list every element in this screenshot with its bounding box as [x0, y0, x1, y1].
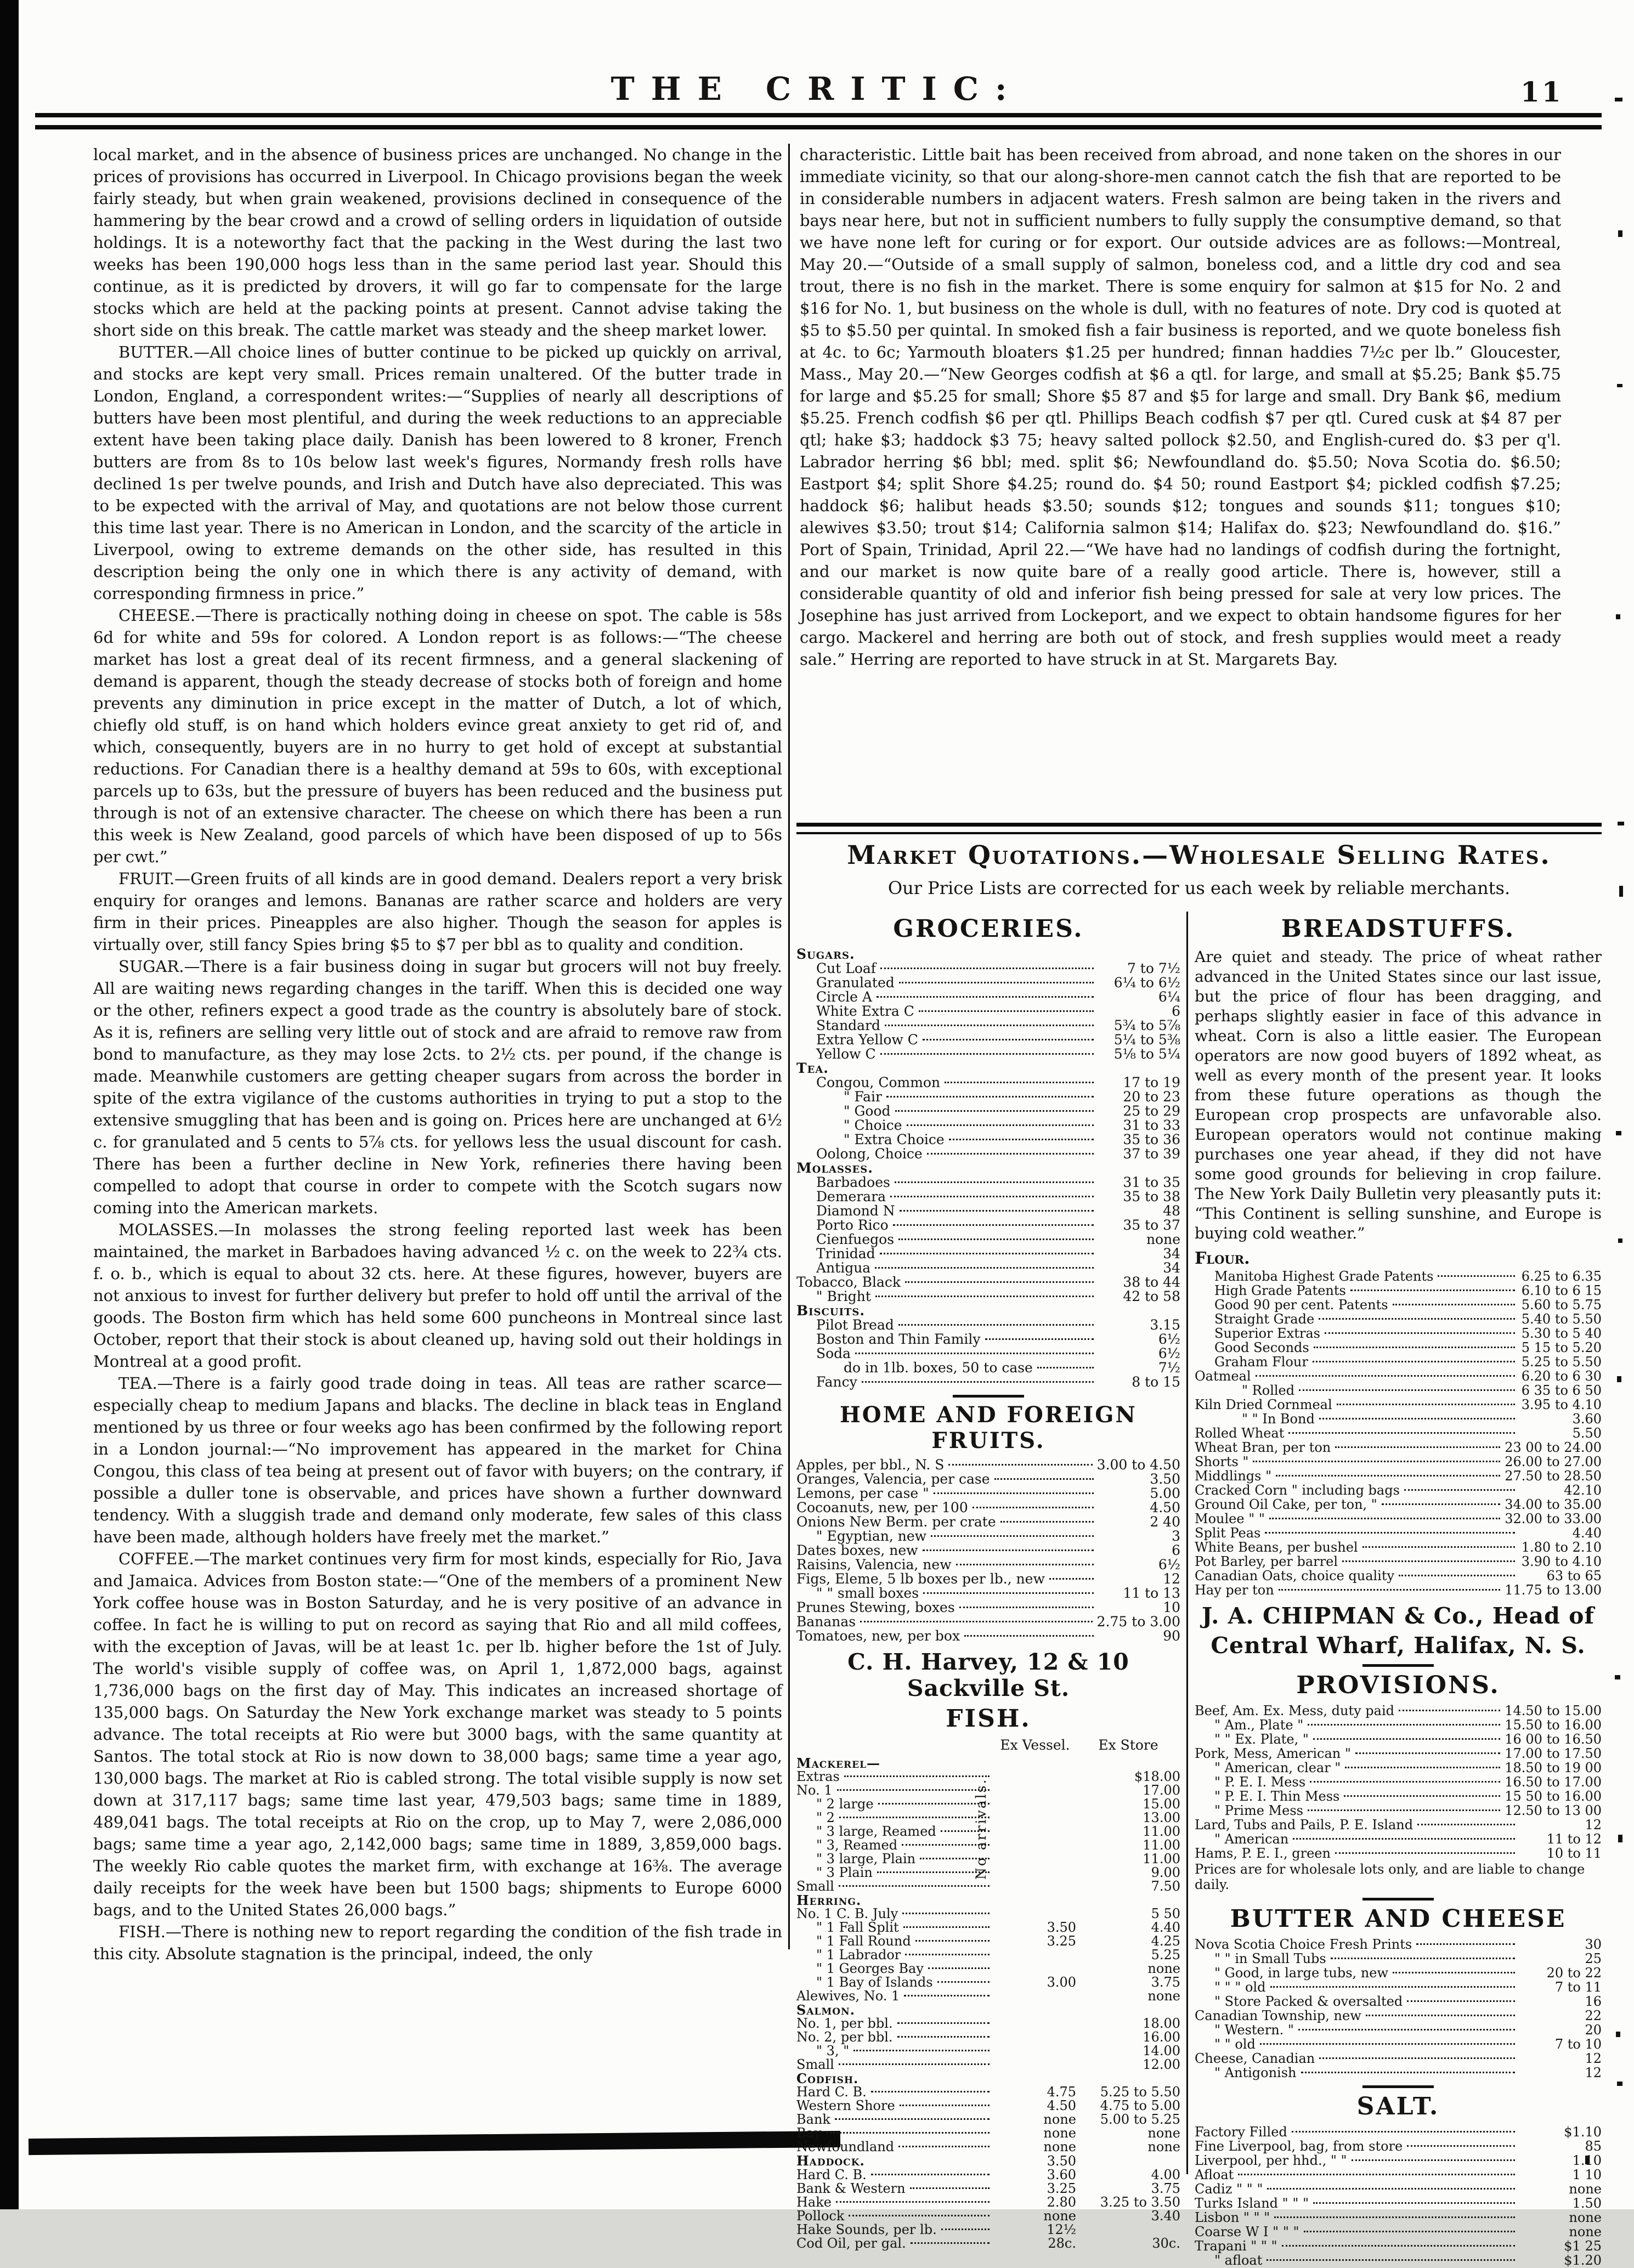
- price-row: Pilot Bread 3.15: [816, 1317, 1180, 1333]
- price-row: " 1 Georges Bay none: [816, 1961, 1180, 1976]
- paragraph-sugar: SUGAR.—There is a fair business doing in sugar but grocers will not buy freely. All are waiting news regarding changes in the tariff. When this is decided one way or the other, refiners expect a good trade as the country is absolutely bare of stock. As it is, refiners are selling very little out of stock and are afraid to remove raw from bond to manufacture, as they may lose 2cts. to 2½ cts. per pound, if the change is made. Meanwhile customers are getting cheaper sugars from across the border in spite of the extra vigilance of the customs authorities in trying to put a stop to the extensive smuggling that has been and is going on. Prices here are unchanged at 6½ c. for granulated and 5 cents to 5⅞ cts. for yellows less the usual discount for cash. There has been a further decline in New York, refineries there having been compelled to adopt that course in order to compete with the Scotch sugars now coming into the American markets.: [93, 957, 782, 1217]
- price-row: " Bright 42 to 58: [816, 1288, 1180, 1304]
- price-section-head: Mackerel—: [796, 1755, 881, 1771]
- paragraph-fish: FISH.—There is nothing new to report regarding the condition of the fish trade in this city. Absolute stagnation is the principal, indeed, the only: [93, 1922, 782, 1963]
- no-arrivals-note: No arrivals.: [973, 1778, 989, 1880]
- price-row: Granulated 6¼ to 6½: [816, 975, 1180, 991]
- breadstuffs-heading: BREADSTUFFS.: [1281, 915, 1516, 943]
- subcolumn-divider-rule: [1186, 912, 1188, 2174]
- market-quotations-title: Market Quotations.—Wholesale Selling Rates.: [847, 840, 1551, 870]
- price-row: Cadiz " " " none: [1195, 2181, 1602, 2197]
- price-row: " afloat $1.20: [1214, 2253, 1602, 2268]
- price-row: Cocoanuts, new, per 100 4.50: [796, 1500, 1180, 1515]
- price-row: Kiln Dried Cornmeal 3.95 to 4.10: [1195, 1397, 1602, 1412]
- provisions-heading: PROVISIONS.: [1296, 1671, 1500, 1699]
- price-section-head: Tea.: [796, 1060, 829, 1076]
- price-row: " Western. " 20: [1214, 2022, 1602, 2038]
- paragraph-butter: BUTTER.—All choice lines of butter continue to be picked up quickly on arrival, and stocks are kept very small. Prices remain unaltered. Of the butter trade in London, England, a correspondent writes:—“Supplies of nearly all descriptions of butters have been most plentiful, and during the week reductions to an appreciable extent have been taking place daily. Danish has been lowered to 8 kroner, French butters are from 8s to 10s below last week's figures, Normandy fresh rolls have declined 1s per twelve pounds, and Irish and Dutch have also depreciated. This was to be expected with the arrival of May, and quotations are not below those current this time last year. There is no American in London, and the scarcity of the article in Liverpool, owing to extreme demands on the other side, has resulted in this description being the only one in which there is any activity of demand, with corresponding firmness in price.”: [93, 343, 782, 603]
- price-row: " Antigonish 12: [1214, 2065, 1602, 2080]
- scan-speck: [1618, 230, 1622, 237]
- price-row: Barbadoes 31 to 35: [816, 1174, 1180, 1190]
- price-row: Alewives, No. 1 none: [796, 1988, 1180, 2004]
- price-row: Prunes Stewing, boxes 10: [796, 1599, 1180, 1615]
- price-row: Demerara 35 to 38: [816, 1189, 1180, 1204]
- price-row: " " Ex. Plate, " 16 00 to 16.50: [1214, 1732, 1602, 1747]
- butter-cheese-price-list: [1195, 1937, 1602, 2080]
- fruits-heading: HOME AND FOREIGN FRUITS.: [840, 1402, 1137, 1453]
- price-row: Hard C. B. 4.75 5.25 to 5.50: [796, 2084, 1180, 2100]
- price-row: Newfoundland none none: [796, 2139, 1180, 2154]
- price-row: White Beans, per bushel 1.80 to 2.10: [1195, 1540, 1602, 1555]
- price-section-head: Haddock. 3.50: [796, 2153, 1076, 2169]
- scan-speck: [1616, 614, 1620, 619]
- merchant-line-harvey: C. H. Harvey, 12 & 10 Sackville St.: [847, 1649, 1129, 1701]
- price-row: " 1 Fall Split 3.50 4.40: [816, 1920, 1180, 1935]
- price-row: " 3 large, Plain 11.00: [816, 1851, 1180, 1867]
- price-row: Lemons, per case " 5.00: [796, 1485, 1180, 1501]
- price-row: do in 1lb. boxes, 50 to case 7½: [844, 1360, 1180, 1376]
- price-row: No. 1, per bbl. 18.00: [796, 2016, 1180, 2031]
- price-row: " P. E. I. Thin Mess 15 50 to 16.00: [1214, 1789, 1602, 1804]
- scan-speck: [1618, 1238, 1622, 1243]
- breadstuffs-paragraph: Are quiet and steady. The price of wheat rather advanced in the United States since our last issue, but the price of flour has been dragging, and perhaps slightly easier in face of this advance in wheat. Corn is also a little easier. The European operators are now good buyers of 1892 wheat, as well as every month of the present year. It looks from these future operations as though the European crop prospects are unfavorable also. European operators would not continue making purchases one year ahead, if they did not have some good grounds for believing in crop failure. The New York Daily Bulletin very pleasantly puts it: “This Continent is selling sunshine, and Europe is buying cold weather.”: [1195, 948, 1602, 1242]
- price-row: Oolong, Choice 37 to 39: [816, 1146, 1180, 1162]
- groceries-price-list: [796, 947, 1180, 1389]
- price-row: Western Shore 4.50 4.75 to 5.00: [796, 2098, 1180, 2113]
- price-row: No. 1 17.00: [796, 1783, 1180, 1798]
- price-row: " 1 Labrador 5.25: [816, 1947, 1180, 1962]
- price-row: Raisins, Valencia, new 6½: [796, 1557, 1180, 1573]
- price-row: " 3, Reamed 11.00: [816, 1837, 1180, 1853]
- price-row: Tobacco, Black 38 to 44: [796, 1274, 1180, 1290]
- price-row: " " old 7 to 10: [1214, 2037, 1602, 2052]
- price-row: " 1 Bay of Islands 3.00 3.75: [816, 1975, 1180, 1990]
- price-row: Hake 2.80 3.25 to 3.50: [796, 2195, 1180, 2210]
- section-separator: [1362, 1898, 1434, 1901]
- price-row: Extras $18.00: [796, 1769, 1180, 1784]
- price-section-head: Herring.: [796, 1892, 862, 1908]
- price-row: " Extra Choice 35 to 36: [844, 1132, 1180, 1147]
- butter-cheese-heading: BUTTER AND CHEESE: [1230, 1905, 1567, 1933]
- price-row: " Rolled 6 35 to 6 50: [1242, 1383, 1602, 1398]
- page-number: 11: [1520, 76, 1563, 108]
- price-row: Diamond N 48: [816, 1203, 1180, 1219]
- price-section-head: Salmon.: [796, 2002, 855, 2018]
- price-row: " American 11 to 12: [1214, 1831, 1602, 1847]
- fish-col1-header: Ex Vessel.: [1000, 1737, 1070, 1753]
- price-row: Dates boxes, new 6: [796, 1542, 1180, 1558]
- section-rule-bottom: [796, 832, 1602, 834]
- section-separator: [1362, 2085, 1434, 2088]
- price-row: Cheese, Canadian 12: [1195, 2051, 1602, 2066]
- fish-col2-header: Ex Store: [1098, 1737, 1158, 1753]
- price-row: Nova Scotia Choice Fresh Prints 30: [1195, 1937, 1602, 1952]
- salt-price-list: [1195, 2125, 1602, 2267]
- price-row: Middlings " 27.50 to 28.50: [1195, 1468, 1602, 1484]
- price-section-head: Codfish.: [796, 2071, 859, 2086]
- scan-speck: [1618, 822, 1624, 825]
- price-row: Standard 5¾ to 5⅞: [816, 1017, 1180, 1033]
- masthead-rule-top: [35, 113, 1602, 117]
- price-row: " Prime Mess 12.50 to 13 00: [1214, 1803, 1602, 1818]
- section-separator: [953, 1395, 1024, 1398]
- price-row: Turks Island " " " 1.50: [1195, 2196, 1602, 2211]
- price-row: Manitoba Highest Grade Patents 6.25 to 6.35: [1214, 1269, 1602, 1284]
- price-row: Oatmeal 6.20 to 6 30: [1195, 1368, 1602, 1384]
- price-row: " Fair 20 to 23: [844, 1089, 1180, 1105]
- price-row: " " in Small Tubs 25: [1214, 1951, 1602, 1966]
- price-row: " Good, in large tubs, new 20 to 22: [1214, 1965, 1602, 1981]
- column-divider-rule: [788, 144, 790, 1949]
- scan-edge-bar: [0, 0, 19, 2209]
- scan-speck: [1616, 1131, 1621, 1135]
- price-row: Pot Barley, per barrel 3.90 to 4.10: [1195, 1554, 1602, 1569]
- price-row: Graham Flour 5.25 to 5.50: [1214, 1354, 1602, 1370]
- price-row: Fine Liverpool, bag, from store 85: [1195, 2139, 1602, 2154]
- masthead-title: THE CRITIC:: [610, 70, 1024, 108]
- price-row: Cod Oil, per gal. 28c. 30c.: [796, 2236, 1180, 2251]
- price-row: Good 90 per cent. Patents 5.60 to 5.75: [1214, 1297, 1602, 1313]
- price-row: Bank & Western 3.25 3.75: [796, 2181, 1180, 2196]
- price-row: Apples, per bbl., N. S 3.00 to 4.50: [796, 1457, 1180, 1473]
- price-row: Small 7.50: [796, 1879, 1180, 1894]
- price-row: Beef, Am. Ex. Mess, duty paid 14.50 to 15.00: [1195, 1703, 1602, 1718]
- price-row: Wheat Bran, per ton 23 00 to 24.00: [1195, 1440, 1602, 1455]
- price-row: Porto Rico 35 to 37: [816, 1217, 1180, 1233]
- price-row: " 3 Plain 9.00: [816, 1865, 1180, 1880]
- price-row: Good Seconds 5 15 to 5.20: [1214, 1340, 1602, 1355]
- merchant-line-chipman-1: J. A. CHIPMAN & Co., Head of: [1201, 1603, 1595, 1629]
- price-row: Coarse W I " " " none: [1195, 2224, 1602, 2239]
- price-row: Cracked Corn " including bags 42.10: [1195, 1483, 1602, 1498]
- price-row: Trinidad 34: [816, 1246, 1180, 1262]
- scan-speck: [1616, 2032, 1620, 2037]
- price-column-right: [1195, 912, 1602, 2268]
- price-row: Afloat 1 10: [1195, 2167, 1602, 2182]
- price-row: Split Peas 4.40: [1195, 1525, 1602, 1541]
- price-section-head: Biscuits.: [796, 1303, 866, 1319]
- price-row: No. 2, per bbl. 16.00: [796, 2029, 1180, 2045]
- price-row: Hard C. B. 3.60 4.00: [796, 2167, 1180, 2182]
- scan-speck: [1619, 886, 1623, 897]
- price-row: Onions New Berm. per crate 2 40: [796, 1514, 1180, 1530]
- price-row: Small 12.00: [796, 2057, 1180, 2072]
- flour-price-list: [1195, 1269, 1602, 1597]
- paragraph-fruit: FRUIT.—Green fruits of all kinds are in good demand. Dealers report a very brisk enquiry for oranges and lemons. Bananas are rather scarce and holders are very firm in their prices. Pineapples are also higher. Though the season for apples is virtually over, still fancy Spies bring $5 to $7 per bbl as to quality and condition.: [93, 869, 782, 954]
- price-row: Ground Oil Cake, per ton, " 34.00 to 35.00: [1195, 1497, 1602, 1512]
- price-row: Pollock none 3.40: [796, 2208, 1180, 2224]
- scan-speck: [1617, 384, 1622, 387]
- price-row: Hams, P. E. I., green 10 to 11: [1195, 1846, 1602, 1861]
- price-row: Lisbon " " " none: [1195, 2210, 1602, 2225]
- price-row: Trapani " " " $1 25: [1195, 2238, 1602, 2254]
- price-section-head: Molasses.: [796, 1160, 873, 1176]
- price-row: Moulee " " 32.00 to 33.00: [1195, 1511, 1602, 1526]
- price-row: White Extra C 6: [816, 1003, 1180, 1019]
- price-row: Straight Grade 5.40 to 5.50: [1214, 1311, 1602, 1327]
- price-row: Figs, Eleme, 5 lb boxes per lb., new 12: [796, 1571, 1180, 1587]
- price-row: Circle A 6¼: [816, 989, 1180, 1005]
- flour-heading: Flour.: [1195, 1249, 1250, 1268]
- salt-heading: SALT.: [1356, 2092, 1440, 2120]
- fish-heading: FISH.: [946, 1705, 1031, 1733]
- price-row: Canadian Oats, choice quality 63 to 65: [1195, 1568, 1602, 1583]
- price-row: Hay per ton 11.75 to 13.00: [1195, 1582, 1602, 1598]
- paragraph-coffee: COFFEE.—The market continues very firm for most kinds, especially for Rio, Java and Jamaica. Advices from Boston state:—“One of the members of a prominent New York coffee house was in Boston Saturday, and he is very positive of an advance in coffee. In fact he is willing to put on record as saying that Rio and all mild coffees, with the exception of Javas, will be at least 1c. per lb. higher before the 1st of July. The world's visible supply of coffee was, on April 1, 1,872,000 bags, against 1,736,000 bags on the first day of May. This indicates an increased shortage of 135,000 bags. On Saturday the New York exchange market was steady to 5 points advance. The total receipts at Rio were but 3000 bags, with the same quantity at Santos. The total stock at Rio is now down to 38,000 bags; same time a year ago, 130,000 bags. The market at Rio is cabled strong. The total visible supply is now set down at 317,117 bags; same time last year, 479,503 bags; same time in 1889, 489,041 bags. The total receipts at Rio on the crop, up to May 7, were 2,086,000 bags; same time a year ago, 2,142,000 bags; same time in 1889, 3,859,000 bags. The weekly Rio cable quotes the market firm, with exchange at 16⅜. The average daily receipts for the week have been but 1500 bags; shipments to Europe 6000 bags, and to the United States 26,000 bags.”: [93, 1549, 782, 1919]
- price-row: " " In Bond 3.60: [1242, 1411, 1602, 1427]
- price-column-left: [796, 912, 1180, 2251]
- price-row: Liverpool, per hhd., " " 1.10: [1195, 2153, 1602, 2168]
- price-row: Bank none 5.00 to 5.25: [796, 2112, 1180, 2127]
- price-row: Extra Yellow C 5¼ to 5⅜: [816, 1032, 1180, 1048]
- price-section-head: Sugars.: [796, 946, 855, 962]
- price-row: High Grade Patents 6.10 to 6 15: [1214, 1283, 1602, 1298]
- paragraph: local market, and in the absence of business prices are unchanged. No change in the prices of provisions has occurred in Liverpool. In Chicago provisions began the week fairly steady, but when grain weakened, provisions declined in consequence of the hammering by the bear crowd and a crowd of selling orders in liquidation of outside holdings. It is a noteworthy fact that the packing in the West during the last two weeks has been 190,000 hogs less than in the same period last year. Should this continue, as it is predicted by drovers, it will go far to compensate for the large stocks which are held at the packing points at present. Cannot advise taking the short side on this break. The cattle market was steady and the sheep market lower.: [93, 145, 782, 340]
- price-row: Soda 6½: [816, 1345, 1180, 1361]
- price-row: Pork, Mess, American " 17.00 to 17.50: [1195, 1746, 1602, 1761]
- provisions-note: Prices are for wholesale lots only, and are liable to change daily.: [1195, 1862, 1585, 1892]
- price-row: " 1 Fall Round 3.25 4.25: [816, 1933, 1180, 1949]
- price-row: Lard, Tubs and Pails, P. E. Island 12: [1195, 1817, 1602, 1833]
- paragraph-fish-continued: characteristic. Little bait has been received from abroad, and none taken on the shores in our immediate vicinity, so that our along-shore-men cannot catch the fish that are reported to be in considerable numbers in adjacent waters. Fresh salmon are being taken in the rivers and bays near here, but not in sufficient numbers to fully supply the consumptive demand, so that we have none left for curing or for export. Our outside advices are as follows:—Montreal, May 20.—“Outside of a small supply of salmon, boneless cod, and a little dry cod and sea trout, there is no fish in the market. There is some enquiry for salmon at $15 for No. 2 and $16 for No. 1, but business on the whole is dull, with no features of note. Dry cod is quoted at $5 to $5.50 per quintal. In smoked fish a fair business is reported, and we quote boneless fish at 4c. to 6c; Yarmouth bloaters $1.25 per hundred; finnan haddies 7½c per lb.” Gloucester, Mass., May 20.—“New Georges codfish at $6 a qtl. for large, and small at $5.25; Bank $5.75 for large and $5.25 for small; Shore $5 87 and $5 for large and small. Dry Bank $6, medium $5.25. French codfish $6 per qtl. Phillips Beach codfish $7 per qtl. Cured cusk at $4 87 per qtl; hake $3; haddock $3 75; heavy salted pollock $2.50, and English-cured do. $3 per q'l. Labrador herring $6 bbl; med. split $6; Newfoundland do. $5.50; Nova Scotia do. $6.50; Eastport $4; split Shore $4.25; round do. $4 50; round Eastport $4; pickled codfish $7.25; haddock $6; halibut heads $3.50; sounds $12; tongues and sounds $11; tongues $10; alewives $3.50; trout $14; California salmon $14; Halifax do. $23; Newfoundland do. $16.” Port of Spain, Trinidad, April 22.—“We have had no landings of codfish during the fortnight, and our market is now quite bare of a really good article. There is, however, still a considerable quantity of old and inferior fish being pressed for sale at very low prices. The Josephine has just arrived from Lockeport, and we expect to obtain handsome figures for her cargo. Mackerel and herring are both out of stock, and fresh supplies would meet a ready sale.” Herring are reported to have struck in at St. Margarets Bay.: [800, 145, 1561, 669]
- right-text-column: [800, 144, 1561, 812]
- price-row: Congou, Common 17 to 19: [816, 1074, 1180, 1090]
- price-row: " 2 13.00: [816, 1810, 1180, 1825]
- fish-table: [796, 1737, 1180, 2250]
- masthead-rule-bottom: [35, 125, 1602, 129]
- price-row: Yellow C 5⅛ to 5¼: [816, 1046, 1180, 1062]
- groceries-heading: GROCERIES.: [893, 915, 1084, 943]
- price-row: Factory Filled $1.10: [1195, 2124, 1602, 2140]
- provisions-price-list: [1195, 1704, 1602, 1860]
- price-row: Antigua 34: [816, 1260, 1180, 1276]
- price-row: Cienfuegos none: [816, 1231, 1180, 1247]
- price-row: " Store Packed & oversalted 16: [1214, 1994, 1602, 2009]
- price-row: Superior Extras 5.30 to 5 40: [1214, 1326, 1602, 1341]
- price-row: Canadian Township, new 22: [1195, 2008, 1602, 2023]
- fruits-price-list: [796, 1458, 1180, 1643]
- price-row: " " small boxes 11 to 13: [816, 1585, 1180, 1601]
- section-separator: [1362, 1664, 1434, 1667]
- price-row: " 2 large 15.00: [816, 1796, 1180, 1812]
- scan-speck: [1615, 1675, 1620, 1679]
- price-row: " Choice 31 to 33: [844, 1117, 1180, 1133]
- price-row: " Am., Plate " 15.50 to 16.00: [1214, 1717, 1602, 1733]
- price-row: " American, clear " 18.50 to 19 00: [1214, 1760, 1602, 1775]
- paragraph-molasses: MOLASSES.—In molasses the strong feeling reported last week has been maintained, the market in Barbadoes having advanced ½ c. on the week to 22¾ cts. f. o. b., which is equal to about 32 cts. here. At these figures, however, buyers are not anxious to invest for further delivery but prefer to hold off until the arrival of the goods. The Boston firm which has held some 600 puncheons in Montreal since last October, report that their stock is about cleaned up, having sold out their holdings in Montreal at a good profit.: [93, 1220, 782, 1371]
- price-row: Oranges, Valencia, per case 3.50: [796, 1471, 1180, 1487]
- paragraph-tea: TEA.—There is a fairly good trade doing in teas. All teas are rather scarce—especially cheap to medium Japans and blacks. The decline in black teas in England mentioned by us three or four weeks ago has been confirmed by the following report in a London journal:—“No improvement has appeared in the market for China Congou, this class of tea being at present out of favor with buyers; on the contrary, if possible a duller tone is observable, and prices have shown a further downward tendency. With a sluggish trade and demand only moderate, few sales of this class have been made, although holders have freely met the market.”: [93, 1374, 782, 1546]
- scan-speck: [1618, 1835, 1622, 1842]
- fish-column-headers: [796, 1737, 1180, 1753]
- scan-smear: [29, 2131, 840, 2155]
- merchant-line-chipman-2: Central Wharf, Halifax, N. S.: [1211, 1632, 1586, 1659]
- section-rule-top: [796, 823, 1602, 827]
- scan-speck: [1617, 1376, 1621, 1382]
- left-text-column: [93, 144, 782, 1963]
- price-row: Bananas 2.75 to 3.00: [796, 1614, 1180, 1630]
- paragraph-cheese: CHEESE.—There is practically nothing doing in cheese on spot. The cable is 58s 6d for white and 59s for colored. A London report is as follows:—“The cheese market has lost a great deal of its recent firmness, and a general slackening of demand is apparent, though the steady decrease of stocks both of foreign and home prevents any diminution in price except in the matter of Dutch, a lot of which, chiefly old stuff, is on hand which holders evince great anxiety to get rid of, and which, consequently, buyers are in no hurry to get hold of except at substantial reductions. For Canadian there is a healthy demand at 59s to 60s, with exceptional parcels up to 63s, but the pressure of buyers has been reduced and the business put through is not of an extensive character. The cheese on which there has been a run this week is New Zealand, good parcels of which have been disposed of up to 56s per cwt.”: [93, 606, 782, 866]
- price-row: " Good 25 to 29: [844, 1103, 1180, 1119]
- price-row: " P. E. I. Mess 16.50 to 17.00: [1214, 1774, 1602, 1790]
- market-quotations-subtitle: Our Price Lists are corrected for us each week by reliable merchants.: [887, 878, 1511, 898]
- price-row: " " " old 7 to 11: [1214, 1979, 1602, 1995]
- price-row: Hake Sounds, per lb. 12½: [796, 2222, 1076, 2237]
- price-row: " Egyptian, new 3: [816, 1528, 1180, 1544]
- price-row: Bay none none: [796, 2125, 1180, 2141]
- scan-speck: [1617, 2082, 1622, 2086]
- price-row: Shorts " 26.00 to 27.00: [1195, 1454, 1602, 1469]
- price-row: Fancy 8 to 15: [816, 1374, 1180, 1390]
- price-row: Tomatoes, new, per box 90: [796, 1628, 1180, 1644]
- price-row: Cut Loaf 7 to 7½: [816, 960, 1180, 976]
- price-row: Boston and Thin Family 6½: [816, 1331, 1180, 1347]
- price-row: Rolled Wheat 5.50: [1195, 1426, 1602, 1441]
- price-row: " 3 large, Reamed 11.00: [816, 1824, 1180, 1839]
- price-row: " 3, " 14.00: [816, 2043, 1180, 2058]
- price-row: No. 1 C. B. July 5 50: [796, 1906, 1180, 1921]
